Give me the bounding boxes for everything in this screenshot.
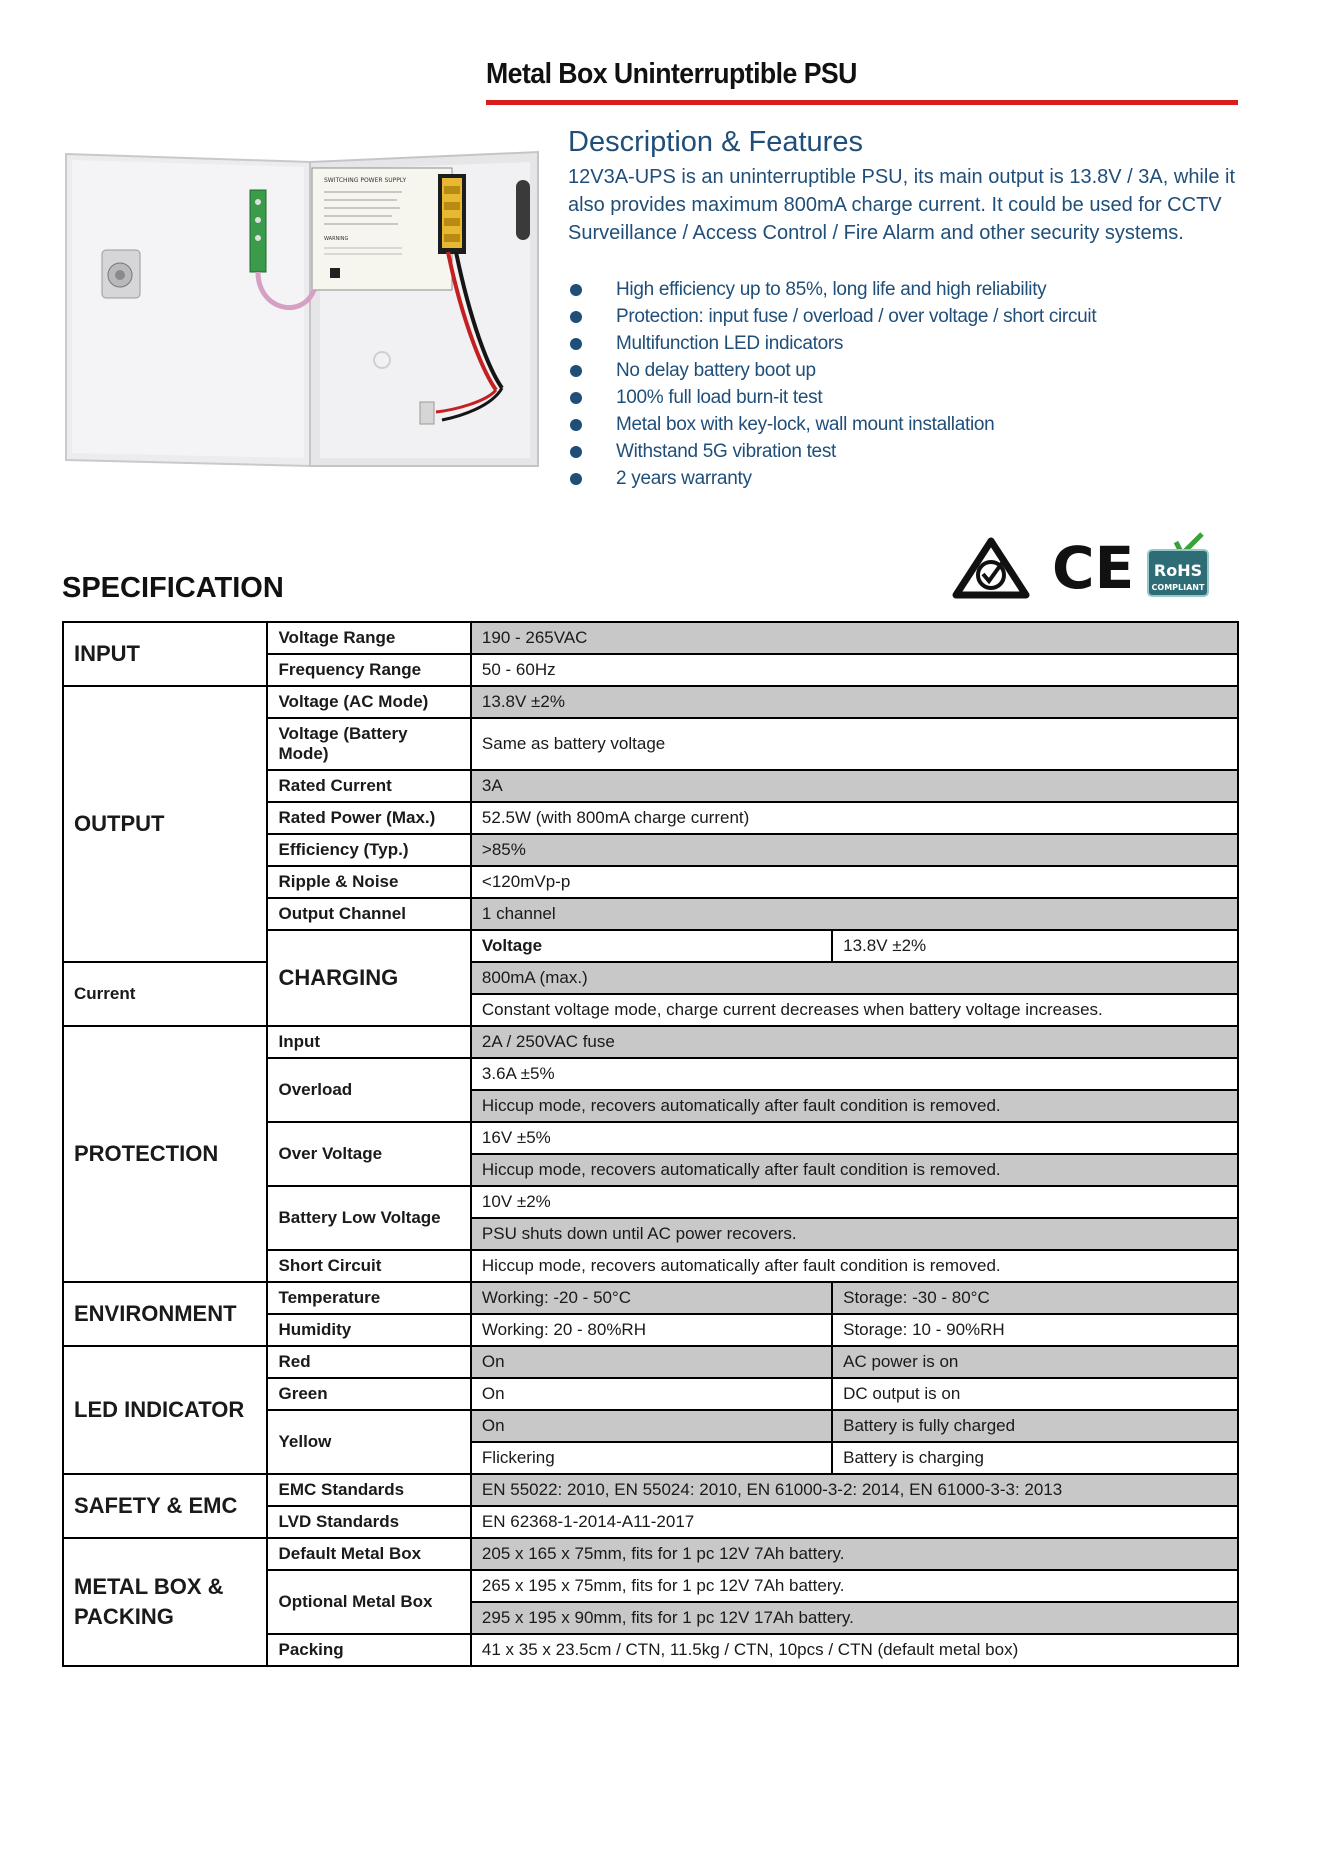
param-value: 10V ±2% — [471, 1186, 1238, 1218]
param-value: Same as battery voltage — [471, 718, 1238, 770]
description-text: 12V3A-UPS is an uninterruptible PSU, its main output is 13.8V / 3A, while it also provides maximum 800mA charge current. It could be used for CCTV Surveillance / Access Control / Fire Alarm and other security systems. — [568, 166, 1236, 244]
rohs-text: RoHS — [1153, 561, 1203, 580]
feature-text: High efficiency up to 85%, long life and high reliability — [616, 279, 1047, 300]
category-protection: PROTECTION — [63, 1026, 267, 1282]
param-value: AC power is on — [832, 1346, 1238, 1378]
feature-text: No delay battery boot up — [616, 360, 816, 381]
param-value: 2A / 250VAC fuse — [471, 1026, 1238, 1058]
param-value: 16V ±5% — [471, 1122, 1238, 1154]
bullet-icon — [570, 446, 582, 458]
psu-label-warning: WARNING — [324, 236, 349, 242]
param-label: Red — [267, 1346, 470, 1378]
param-value: 800mA (max.) — [471, 962, 1238, 994]
param-value: 295 x 195 x 90mm, fits for 1 pc 12V 17Ah battery. — [471, 1602, 1238, 1634]
category-packing: METAL BOX & PACKING — [63, 1538, 267, 1666]
table-row — [63, 686, 1238, 718]
bullet-icon — [570, 365, 582, 377]
param-value: On — [471, 1346, 832, 1378]
param-value: On — [471, 1378, 832, 1410]
param-label: Input — [267, 1026, 470, 1058]
param-label: Temperature — [267, 1282, 470, 1314]
feature-item — [568, 276, 1096, 303]
feature-text: Metal box with key-lock, wall mount installation — [616, 414, 995, 435]
feature-list — [568, 276, 1096, 492]
bullet-icon — [570, 311, 582, 323]
feature-item — [568, 330, 1096, 357]
feature-text: Withstand 5G vibration test — [616, 441, 837, 462]
category-input: INPUT — [63, 622, 267, 686]
param-value: On — [471, 1410, 832, 1442]
feature-text: Protection: input fuse / overload / over voltage / short circuit — [616, 306, 1097, 327]
feature-item — [568, 438, 1096, 465]
param-label: Over Voltage — [267, 1122, 470, 1186]
param-label: Frequency Range — [267, 654, 470, 686]
feature-text: Multifunction LED indicators — [616, 333, 844, 354]
param-label: Rated Current — [267, 770, 470, 802]
bullet-icon — [570, 338, 582, 350]
param-value: 50 - 60Hz — [471, 654, 1238, 686]
category-charging: CHARGING — [267, 930, 470, 1026]
param-label: Output Channel — [267, 898, 470, 930]
param-label: Voltage — [471, 930, 832, 962]
param-value: Working: -20 - 50°C — [471, 1282, 832, 1314]
bullet-icon — [570, 284, 582, 296]
specification-table — [62, 621, 1239, 1667]
param-value: 1 channel — [471, 898, 1238, 930]
table-row — [63, 1346, 1238, 1378]
param-label: Optional Metal Box — [267, 1570, 470, 1634]
title-underline — [486, 100, 1238, 105]
param-label: Rated Power (Max.) — [267, 802, 470, 834]
table-row — [63, 962, 1238, 994]
param-value: Hiccup mode, recovers automatically after fault condition is removed. — [471, 1250, 1238, 1282]
param-value: Storage: 10 - 90%RH — [832, 1314, 1238, 1346]
param-label: Default Metal Box — [267, 1538, 470, 1570]
psu-label-title: SWITCHING POWER SUPPLY — [324, 177, 407, 184]
param-label: Efficiency (Typ.) — [267, 834, 470, 866]
feature-text: 100% full load burn-it test — [616, 387, 823, 408]
param-value: PSU shuts down until AC power recovers. — [471, 1218, 1238, 1250]
param-value: EN 55022: 2010, EN 55024: 2010, EN 61000-3-2: 2014, EN 61000-3-3: 2013 — [471, 1474, 1238, 1506]
feature-item — [568, 465, 1096, 492]
table-row — [63, 622, 1238, 654]
rohs-subtext: COMPLIANT — [1151, 583, 1205, 592]
param-label: Humidity — [267, 1314, 470, 1346]
param-value: 52.5W (with 800mA charge current) — [471, 802, 1238, 834]
param-value: DC output is on — [832, 1378, 1238, 1410]
param-value: Hiccup mode, recovers automatically after fault condition is removed. — [471, 1090, 1238, 1122]
param-label: Short Circuit — [267, 1250, 470, 1282]
param-value: Constant voltage mode, charge current decreases when battery voltage increases. — [471, 994, 1238, 1026]
param-label: Voltage Range — [267, 622, 470, 654]
param-value: Hiccup mode, recovers automatically after fault condition is removed. — [471, 1154, 1238, 1186]
rcm-mark-icon — [952, 537, 1030, 599]
bullet-icon — [570, 419, 582, 431]
param-value: Working: 20 - 80%RH — [471, 1314, 832, 1346]
rohs-mark-icon — [1144, 534, 1212, 598]
param-label: Green — [267, 1378, 470, 1410]
param-label: LVD Standards — [267, 1506, 470, 1538]
feature-text: 2 years warranty — [616, 468, 752, 489]
param-label: Voltage (Battery Mode) — [267, 718, 470, 770]
param-value: Battery is charging — [832, 1442, 1238, 1474]
param-label: Battery Low Voltage — [267, 1186, 470, 1250]
bullet-icon — [570, 473, 582, 485]
bullet-icon — [570, 392, 582, 404]
feature-item — [568, 384, 1096, 411]
feature-item — [568, 411, 1096, 438]
param-value: EN 62368-1-2014-A11-2017 — [471, 1506, 1238, 1538]
param-value: 41 x 35 x 23.5cm / CTN, 11.5kg / CTN, 10pcs / CTN (default metal box) — [471, 1634, 1238, 1666]
param-value: 13.8V ±2% — [471, 686, 1238, 718]
feature-item — [568, 357, 1096, 384]
param-value: <120mVp-p — [471, 866, 1238, 898]
param-value: Flickering — [471, 1442, 832, 1474]
table-row — [63, 1282, 1238, 1314]
param-label: EMC Standards — [267, 1474, 470, 1506]
table-row — [63, 1026, 1238, 1058]
category-output: OUTPUT — [63, 686, 267, 962]
ce-mark-icon — [1052, 534, 1135, 602]
param-value: 265 x 195 x 75mm, fits for 1 pc 12V 7Ah battery. — [471, 1570, 1238, 1602]
param-value: 3.6A ±5% — [471, 1058, 1238, 1090]
param-label: Packing — [267, 1634, 470, 1666]
param-value: >85% — [471, 834, 1238, 866]
category-environment: ENVIRONMENT — [63, 1282, 267, 1346]
param-label: Voltage (AC Mode) — [267, 686, 470, 718]
feature-item — [568, 303, 1096, 330]
param-label: Current — [63, 962, 267, 1026]
param-value: 190 - 265VAC — [471, 622, 1238, 654]
param-label: Overload — [267, 1058, 470, 1122]
product-title: Metal Box Uninterruptible PSU — [486, 58, 857, 90]
param-value: Battery is fully charged — [832, 1410, 1238, 1442]
ce-mark-text: CE — [1052, 534, 1135, 602]
param-value: Storage: -30 - 80°C — [832, 1282, 1238, 1314]
param-label: Yellow — [267, 1410, 470, 1474]
table-row — [63, 1538, 1238, 1570]
param-value: 3A — [471, 770, 1238, 802]
category-led: LED INDICATOR — [63, 1346, 267, 1474]
param-value: 13.8V ±2% — [832, 930, 1238, 962]
description-heading: Description & Features — [568, 126, 863, 158]
param-value: 205 x 165 x 75mm, fits for 1 pc 12V 7Ah battery. — [471, 1538, 1238, 1570]
param-label: Ripple & Noise — [267, 866, 470, 898]
product-photo — [62, 140, 542, 472]
category-safety: SAFETY & EMC — [63, 1474, 267, 1538]
table-row — [63, 1474, 1238, 1506]
specification-heading: SPECIFICATION — [62, 572, 284, 604]
